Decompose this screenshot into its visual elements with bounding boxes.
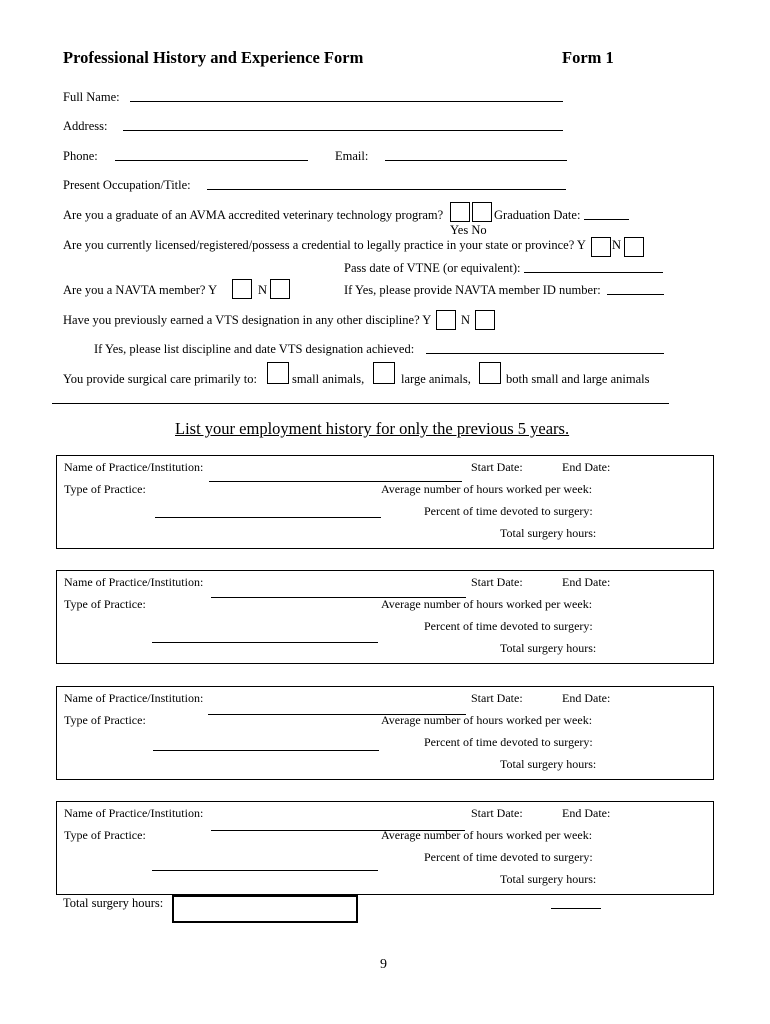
page-number: 9 (380, 957, 387, 972)
small-animals-label: small animals, (292, 372, 365, 386)
avma-no-checkbox[interactable] (472, 202, 492, 222)
employment-entry (56, 801, 714, 895)
employment-entry (56, 570, 714, 664)
end-date-label: End Date: (562, 806, 611, 820)
licensed-question: Are you currently licensed/registered/possess a credential to legally practice in your state or province? Y (63, 238, 586, 252)
phone-field[interactable] (115, 160, 308, 161)
full-name-field[interactable] (130, 101, 563, 102)
vts-detail-field[interactable] (426, 353, 664, 354)
vtne-label: Pass date of VTNE (or equivalent): (344, 261, 521, 275)
large-animals-label: large animals, (401, 372, 471, 386)
avg-hours-label: Average number of hours worked per week: (381, 597, 593, 611)
practice-name-field[interactable] (209, 481, 462, 482)
percent-surgery-label: Percent of time devoted to surgery: (424, 850, 593, 864)
avg-hours-label: Average number of hours worked per week: (381, 482, 593, 496)
vtne-date-field[interactable] (524, 272, 663, 273)
vts-no-checkbox[interactable] (475, 310, 495, 330)
type-of-practice-field[interactable] (153, 750, 379, 751)
both-animals-label: both small and large animals (506, 372, 650, 386)
vts-n-label: N (461, 313, 471, 327)
type-of-practice-field[interactable] (152, 642, 378, 643)
type-of-practice-field[interactable] (155, 517, 381, 518)
employment-entry (56, 686, 714, 780)
graduation-date-field[interactable] (584, 219, 629, 220)
type-of-practice-field[interactable] (152, 870, 378, 871)
practice-name-label: Name of Practice/Institution: (64, 575, 204, 589)
graduation-date-label: Graduation Date: (494, 208, 581, 222)
total-surgery-hours-label: Total surgery hours: (500, 757, 597, 771)
type-of-practice-label: Type of Practice: (64, 597, 146, 611)
total-surgery-label: Total surgery hours: (63, 896, 164, 910)
navta-id-label: If Yes, please provide NAVTA member ID number: (344, 283, 601, 297)
licensed-yes-checkbox[interactable] (591, 237, 611, 257)
navta-n-label: N (258, 283, 268, 297)
type-of-practice-label: Type of Practice: (64, 713, 146, 727)
employment-entry (56, 455, 714, 549)
navta-yes-checkbox[interactable] (232, 279, 252, 299)
surgical-care-question: You provide surgical care primarily to: (63, 372, 257, 386)
practice-name-field[interactable] (211, 830, 465, 831)
end-date-label: End Date: (562, 575, 611, 589)
yes-no-caption: Yes No (450, 223, 487, 237)
occupation-field[interactable] (207, 189, 566, 190)
percent-surgery-label: Percent of time devoted to surgery: (424, 619, 593, 633)
practice-name-label: Name of Practice/Institution: (64, 460, 204, 474)
total-surgery-hours-label: Total surgery hours: (500, 526, 597, 540)
practice-name-field[interactable] (208, 714, 466, 715)
navta-question: Are you a NAVTA member? Y (63, 283, 218, 297)
total-surgery-input[interactable] (172, 895, 358, 923)
form-number: Form 1 (562, 48, 614, 67)
start-date-label: Start Date: (471, 806, 523, 820)
large-animals-checkbox[interactable] (373, 362, 395, 384)
email-field[interactable] (385, 160, 567, 161)
practice-name-label: Name of Practice/Institution: (64, 691, 204, 705)
percent-surgery-label: Percent of time devoted to surgery: (424, 504, 593, 518)
occupation-label: Present Occupation/Title: (63, 178, 191, 192)
start-date-label: Start Date: (471, 460, 523, 474)
total-surgery-line[interactable] (551, 908, 601, 909)
vts-question: Have you previously earned a VTS designation in any other discipline? Y (63, 313, 432, 327)
licensed-no-checkbox[interactable] (624, 237, 644, 257)
avma-yes-checkbox[interactable] (450, 202, 470, 222)
vts-detail-label: If Yes, please list discipline and date VTS designation achieved: (94, 342, 415, 356)
navta-no-checkbox[interactable] (270, 279, 290, 299)
address-label: Address: (63, 119, 108, 133)
total-surgery-hours-label: Total surgery hours: (500, 872, 597, 886)
avma-question: Are you a graduate of an AVMA accredited veterinary technology program? (63, 208, 444, 222)
small-animals-checkbox[interactable] (267, 362, 289, 384)
section-divider (52, 403, 669, 404)
vts-yes-checkbox[interactable] (436, 310, 456, 330)
practice-name-label: Name of Practice/Institution: (64, 806, 204, 820)
form-title: Professional History and Experience Form (63, 48, 364, 67)
employment-heading: List your employment history for only the previous 5 years. (175, 419, 570, 438)
full-name-label: Full Name: (63, 90, 120, 104)
type-of-practice-label: Type of Practice: (64, 482, 146, 496)
email-label: Email: (335, 149, 369, 163)
navta-id-field[interactable] (607, 294, 664, 295)
end-date-label: End Date: (562, 691, 611, 705)
start-date-label: Start Date: (471, 575, 523, 589)
avg-hours-label: Average number of hours worked per week: (381, 713, 593, 727)
avg-hours-label: Average number of hours worked per week: (381, 828, 593, 842)
start-date-label: Start Date: (471, 691, 523, 705)
total-surgery-hours-label: Total surgery hours: (500, 641, 597, 655)
address-field[interactable] (123, 130, 563, 131)
practice-name-field[interactable] (211, 597, 466, 598)
phone-label: Phone: (63, 149, 98, 163)
both-animals-checkbox[interactable] (479, 362, 501, 384)
end-date-label: End Date: (562, 460, 611, 474)
type-of-practice-label: Type of Practice: (64, 828, 146, 842)
percent-surgery-label: Percent of time devoted to surgery: (424, 735, 593, 749)
licensed-n-label: N (612, 238, 622, 252)
